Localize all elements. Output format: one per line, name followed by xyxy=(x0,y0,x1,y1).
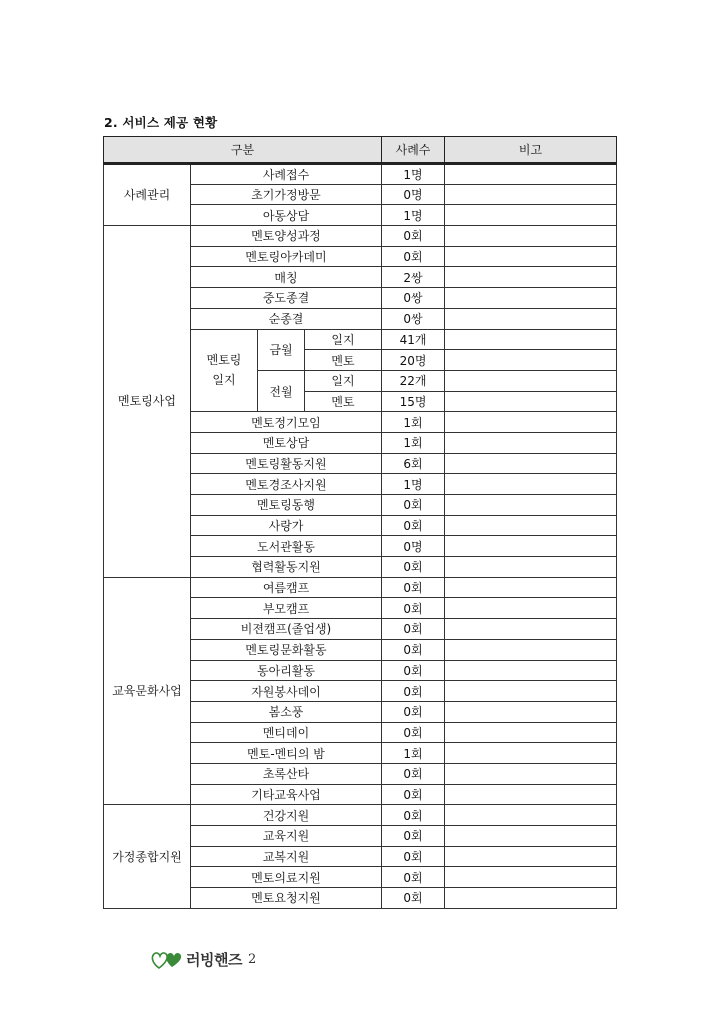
note-cell xyxy=(445,370,617,391)
note-cell xyxy=(445,805,617,826)
table-row xyxy=(104,577,617,598)
note-cell xyxy=(445,867,617,888)
count-cell: 0회 xyxy=(382,660,445,681)
count-cell: 0회 xyxy=(382,681,445,702)
count-cell: 0회 xyxy=(382,577,445,598)
footer xyxy=(150,946,256,972)
count-cell: 1회 xyxy=(382,432,445,453)
heart-hands-logo-icon xyxy=(150,948,184,970)
item-cell: 건강지원 xyxy=(191,805,382,826)
note-cell xyxy=(445,660,617,681)
note-cell xyxy=(445,350,617,371)
count-cell: 1명 xyxy=(382,164,445,185)
item-cell: 멘티데이 xyxy=(191,722,382,743)
count-cell: 0회 xyxy=(382,763,445,784)
item-cell: 봄소풍 xyxy=(191,701,382,722)
note-cell xyxy=(445,784,617,805)
count-cell: 0쌍 xyxy=(382,308,445,329)
item-cell: 부모캠프 xyxy=(191,598,382,619)
item-cell: 매칭 xyxy=(191,267,382,288)
count-cell: 0회 xyxy=(382,495,445,516)
count-cell: 0회 xyxy=(382,846,445,867)
note-cell xyxy=(445,846,617,867)
item-cell: 비젼캠프(졸업생) xyxy=(191,619,382,640)
note-cell xyxy=(445,577,617,598)
category-cell: 멘토링사업 xyxy=(104,226,191,578)
item-cell: 멘토링아카데미 xyxy=(191,246,382,267)
item-cell: 멘토의료지원 xyxy=(191,867,382,888)
count-cell: 0회 xyxy=(382,867,445,888)
count-cell: 1명 xyxy=(382,205,445,226)
count-cell: 0회 xyxy=(382,226,445,247)
footer-brand: 러빙핸즈 xyxy=(186,950,242,969)
item-cell: 멘토링활동지원 xyxy=(191,453,382,474)
category-cell: 교육문화사업 xyxy=(104,577,191,805)
item-cell: 사례접수 xyxy=(191,164,382,185)
note-cell xyxy=(445,184,617,205)
table-row xyxy=(104,226,617,247)
note-cell xyxy=(445,329,617,350)
note-cell xyxy=(445,205,617,226)
table-header-row xyxy=(104,137,617,164)
count-cell: 15명 xyxy=(382,391,445,412)
note-cell xyxy=(445,557,617,578)
item-cell: 멘토-멘티의 밤 xyxy=(191,743,382,764)
table-row xyxy=(104,805,617,826)
note-cell xyxy=(445,453,617,474)
item-cell: 멘토링동행 xyxy=(191,495,382,516)
count-cell: 0회 xyxy=(382,619,445,640)
item-cell: 순종결 xyxy=(191,308,382,329)
count-cell: 0회 xyxy=(382,515,445,536)
category-cell: 가정종합지원 xyxy=(104,805,191,908)
item-cell: 멘토링문화활동 xyxy=(191,639,382,660)
note-cell xyxy=(445,308,617,329)
note-cell xyxy=(445,412,617,433)
item-cell: 초기가정방문 xyxy=(191,184,382,205)
journal-label-cell: 멘토링 일지 xyxy=(191,329,258,412)
count-cell: 6회 xyxy=(382,453,445,474)
count-cell: 0회 xyxy=(382,826,445,847)
count-cell: 0회 xyxy=(382,888,445,909)
item-cell: 도서관활동 xyxy=(191,536,382,557)
count-cell: 0회 xyxy=(382,639,445,660)
note-cell xyxy=(445,495,617,516)
item-cell: 자원봉사데이 xyxy=(191,681,382,702)
note-cell xyxy=(445,246,617,267)
count-cell: 22개 xyxy=(382,370,445,391)
note-cell xyxy=(445,619,617,640)
item-cell: 멘토경조사지원 xyxy=(191,474,382,495)
note-cell xyxy=(445,826,617,847)
note-cell xyxy=(445,763,617,784)
item-cell: 협력활동지원 xyxy=(191,557,382,578)
note-cell xyxy=(445,474,617,495)
note-cell xyxy=(445,639,617,660)
note-cell xyxy=(445,515,617,536)
note-cell xyxy=(445,288,617,309)
month-cell: 전월 xyxy=(258,370,305,411)
count-cell: 0명 xyxy=(382,184,445,205)
item-cell: 멘토양성과정 xyxy=(191,226,382,247)
count-cell: 0회 xyxy=(382,557,445,578)
item-cell: 중도종결 xyxy=(191,288,382,309)
table-body xyxy=(104,164,617,909)
note-cell xyxy=(445,701,617,722)
count-cell: 20명 xyxy=(382,350,445,371)
item-cell: 멘토요청지원 xyxy=(191,888,382,909)
note-cell xyxy=(445,598,617,619)
note-cell xyxy=(445,681,617,702)
count-cell: 1명 xyxy=(382,474,445,495)
note-cell xyxy=(445,432,617,453)
item-cell: 멘토정기모임 xyxy=(191,412,382,433)
note-cell xyxy=(445,743,617,764)
count-cell: 0회 xyxy=(382,784,445,805)
count-cell: 0회 xyxy=(382,722,445,743)
count-cell: 0회 xyxy=(382,246,445,267)
item-cell: 초록산타 xyxy=(191,763,382,784)
header-category: 구분 xyxy=(104,137,382,164)
journal-item-cell: 멘토 xyxy=(305,391,382,412)
count-cell: 2쌍 xyxy=(382,267,445,288)
header-count: 사례수 xyxy=(382,137,445,164)
note-cell xyxy=(445,722,617,743)
note-cell xyxy=(445,164,617,185)
item-cell: 아동상담 xyxy=(191,205,382,226)
table-row xyxy=(104,164,617,185)
item-cell: 교육지원 xyxy=(191,826,382,847)
count-cell: 0쌍 xyxy=(382,288,445,309)
journal-item-cell: 일지 xyxy=(305,370,382,391)
count-cell: 0회 xyxy=(382,805,445,826)
journal-item-cell: 일지 xyxy=(305,329,382,350)
page-number: 2 xyxy=(247,951,257,967)
journal-item-cell: 멘토 xyxy=(305,350,382,371)
category-cell: 사례관리 xyxy=(104,164,191,226)
count-cell: 0명 xyxy=(382,536,445,557)
count-cell: 1회 xyxy=(382,412,445,433)
item-cell: 교복지원 xyxy=(191,846,382,867)
count-cell: 41개 xyxy=(382,329,445,350)
item-cell: 여름캠프 xyxy=(191,577,382,598)
item-cell: 동아리활동 xyxy=(191,660,382,681)
note-cell xyxy=(445,226,617,247)
count-cell: 0회 xyxy=(382,598,445,619)
item-cell: 사랑가 xyxy=(191,515,382,536)
header-note: 비고 xyxy=(445,137,617,164)
month-cell: 금월 xyxy=(258,329,305,370)
service-status-table xyxy=(103,136,617,909)
item-cell: 기타교육사업 xyxy=(191,784,382,805)
note-cell xyxy=(445,267,617,288)
note-cell xyxy=(445,536,617,557)
note-cell xyxy=(445,391,617,412)
count-cell: 1회 xyxy=(382,743,445,764)
section-title: 2. 서비스 제공 현황 xyxy=(104,115,218,130)
item-cell: 멘토상담 xyxy=(191,432,382,453)
count-cell: 0회 xyxy=(382,701,445,722)
note-cell xyxy=(445,888,617,909)
